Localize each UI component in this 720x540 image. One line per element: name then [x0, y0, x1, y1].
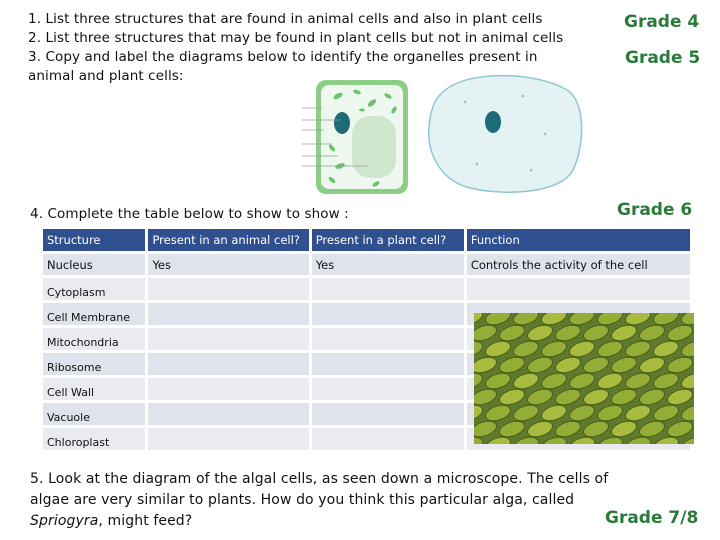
table-header-row [43, 229, 690, 251]
cell-structure: Chloroplast [43, 428, 145, 450]
question-5 [30, 469, 670, 532]
header-function: Function [467, 229, 690, 251]
cell-plant[interactable]: Yes [312, 254, 464, 275]
table-row [43, 254, 690, 275]
cell-plant[interactable] [312, 428, 464, 450]
plant-cell-diagram [302, 78, 414, 198]
header-plant: Present in a plant cell? [312, 229, 464, 251]
header-structure: Structure [43, 229, 145, 251]
table-row [43, 278, 690, 300]
grade-4-label: Grade 4 [624, 12, 700, 32]
cell-function[interactable] [467, 278, 690, 300]
cell-structure: Vacuole [43, 403, 145, 425]
cell-plant[interactable] [312, 303, 464, 325]
cell-structure: Nucleus [43, 254, 145, 275]
cell-animal[interactable] [148, 328, 308, 350]
cell-animal[interactable] [148, 353, 308, 375]
question-5-line-1: 5. Look at the diagram of the algal cells, as seen down a microscope. The cells of [30, 471, 609, 487]
cell-function[interactable]: Controls the activity of the cell [467, 254, 690, 275]
cell-plant[interactable] [312, 403, 464, 425]
cell-animal[interactable] [148, 278, 308, 300]
grade-7-8-label: Grade 7/8 [605, 508, 699, 528]
cell-plant[interactable] [312, 378, 464, 400]
question-5-line-3-rest: , might feed? [98, 513, 193, 529]
cell-structure: Cell Membrane [43, 303, 145, 325]
algae-micrograph [474, 313, 694, 444]
question-2: 2. List three structures that may be found in plant cells but not in animal cells [28, 30, 564, 46]
cell-animal[interactable] [148, 303, 308, 325]
cell-structure: Mitochondria [43, 328, 145, 350]
question-4: 4. Complete the table below to show to show : [30, 206, 349, 222]
cell-animal[interactable] [148, 428, 308, 450]
question-5-species: Spriogyra [30, 513, 99, 529]
header-animal: Present in an animal cell? [148, 229, 308, 251]
cell-plant[interactable] [312, 278, 464, 300]
cell-animal[interactable] [148, 378, 308, 400]
animal-cell-diagram [425, 72, 585, 197]
animal-cell-membrane [429, 76, 582, 193]
animal-nucleus [485, 111, 501, 133]
plant-vacuole [352, 116, 396, 178]
question-5-line-2: algae are very similar to plants. How do you think this particular alga, called [30, 492, 575, 508]
question-3-line-2: animal and plant cells: [28, 68, 184, 84]
question-5-line-3 [30, 511, 670, 532]
cell-plant[interactable] [312, 328, 464, 350]
grade-6-label: Grade 6 [617, 200, 693, 220]
cell-structure: Cell Wall [43, 378, 145, 400]
cell-animal[interactable] [148, 403, 308, 425]
grade-5-label: Grade 5 [625, 48, 701, 68]
cell-animal[interactable]: Yes [148, 254, 308, 275]
plant-nucleus [334, 112, 350, 134]
cell-structure: Ribosome [43, 353, 145, 375]
question-3-line-1: 3. Copy and label the diagrams below to identify the organelles present in [28, 49, 538, 65]
question-1: 1. List three structures that are found in animal cells and also in plant cells [28, 11, 543, 27]
cell-plant[interactable] [312, 353, 464, 375]
cell-structure: Cytoplasm [43, 278, 145, 300]
